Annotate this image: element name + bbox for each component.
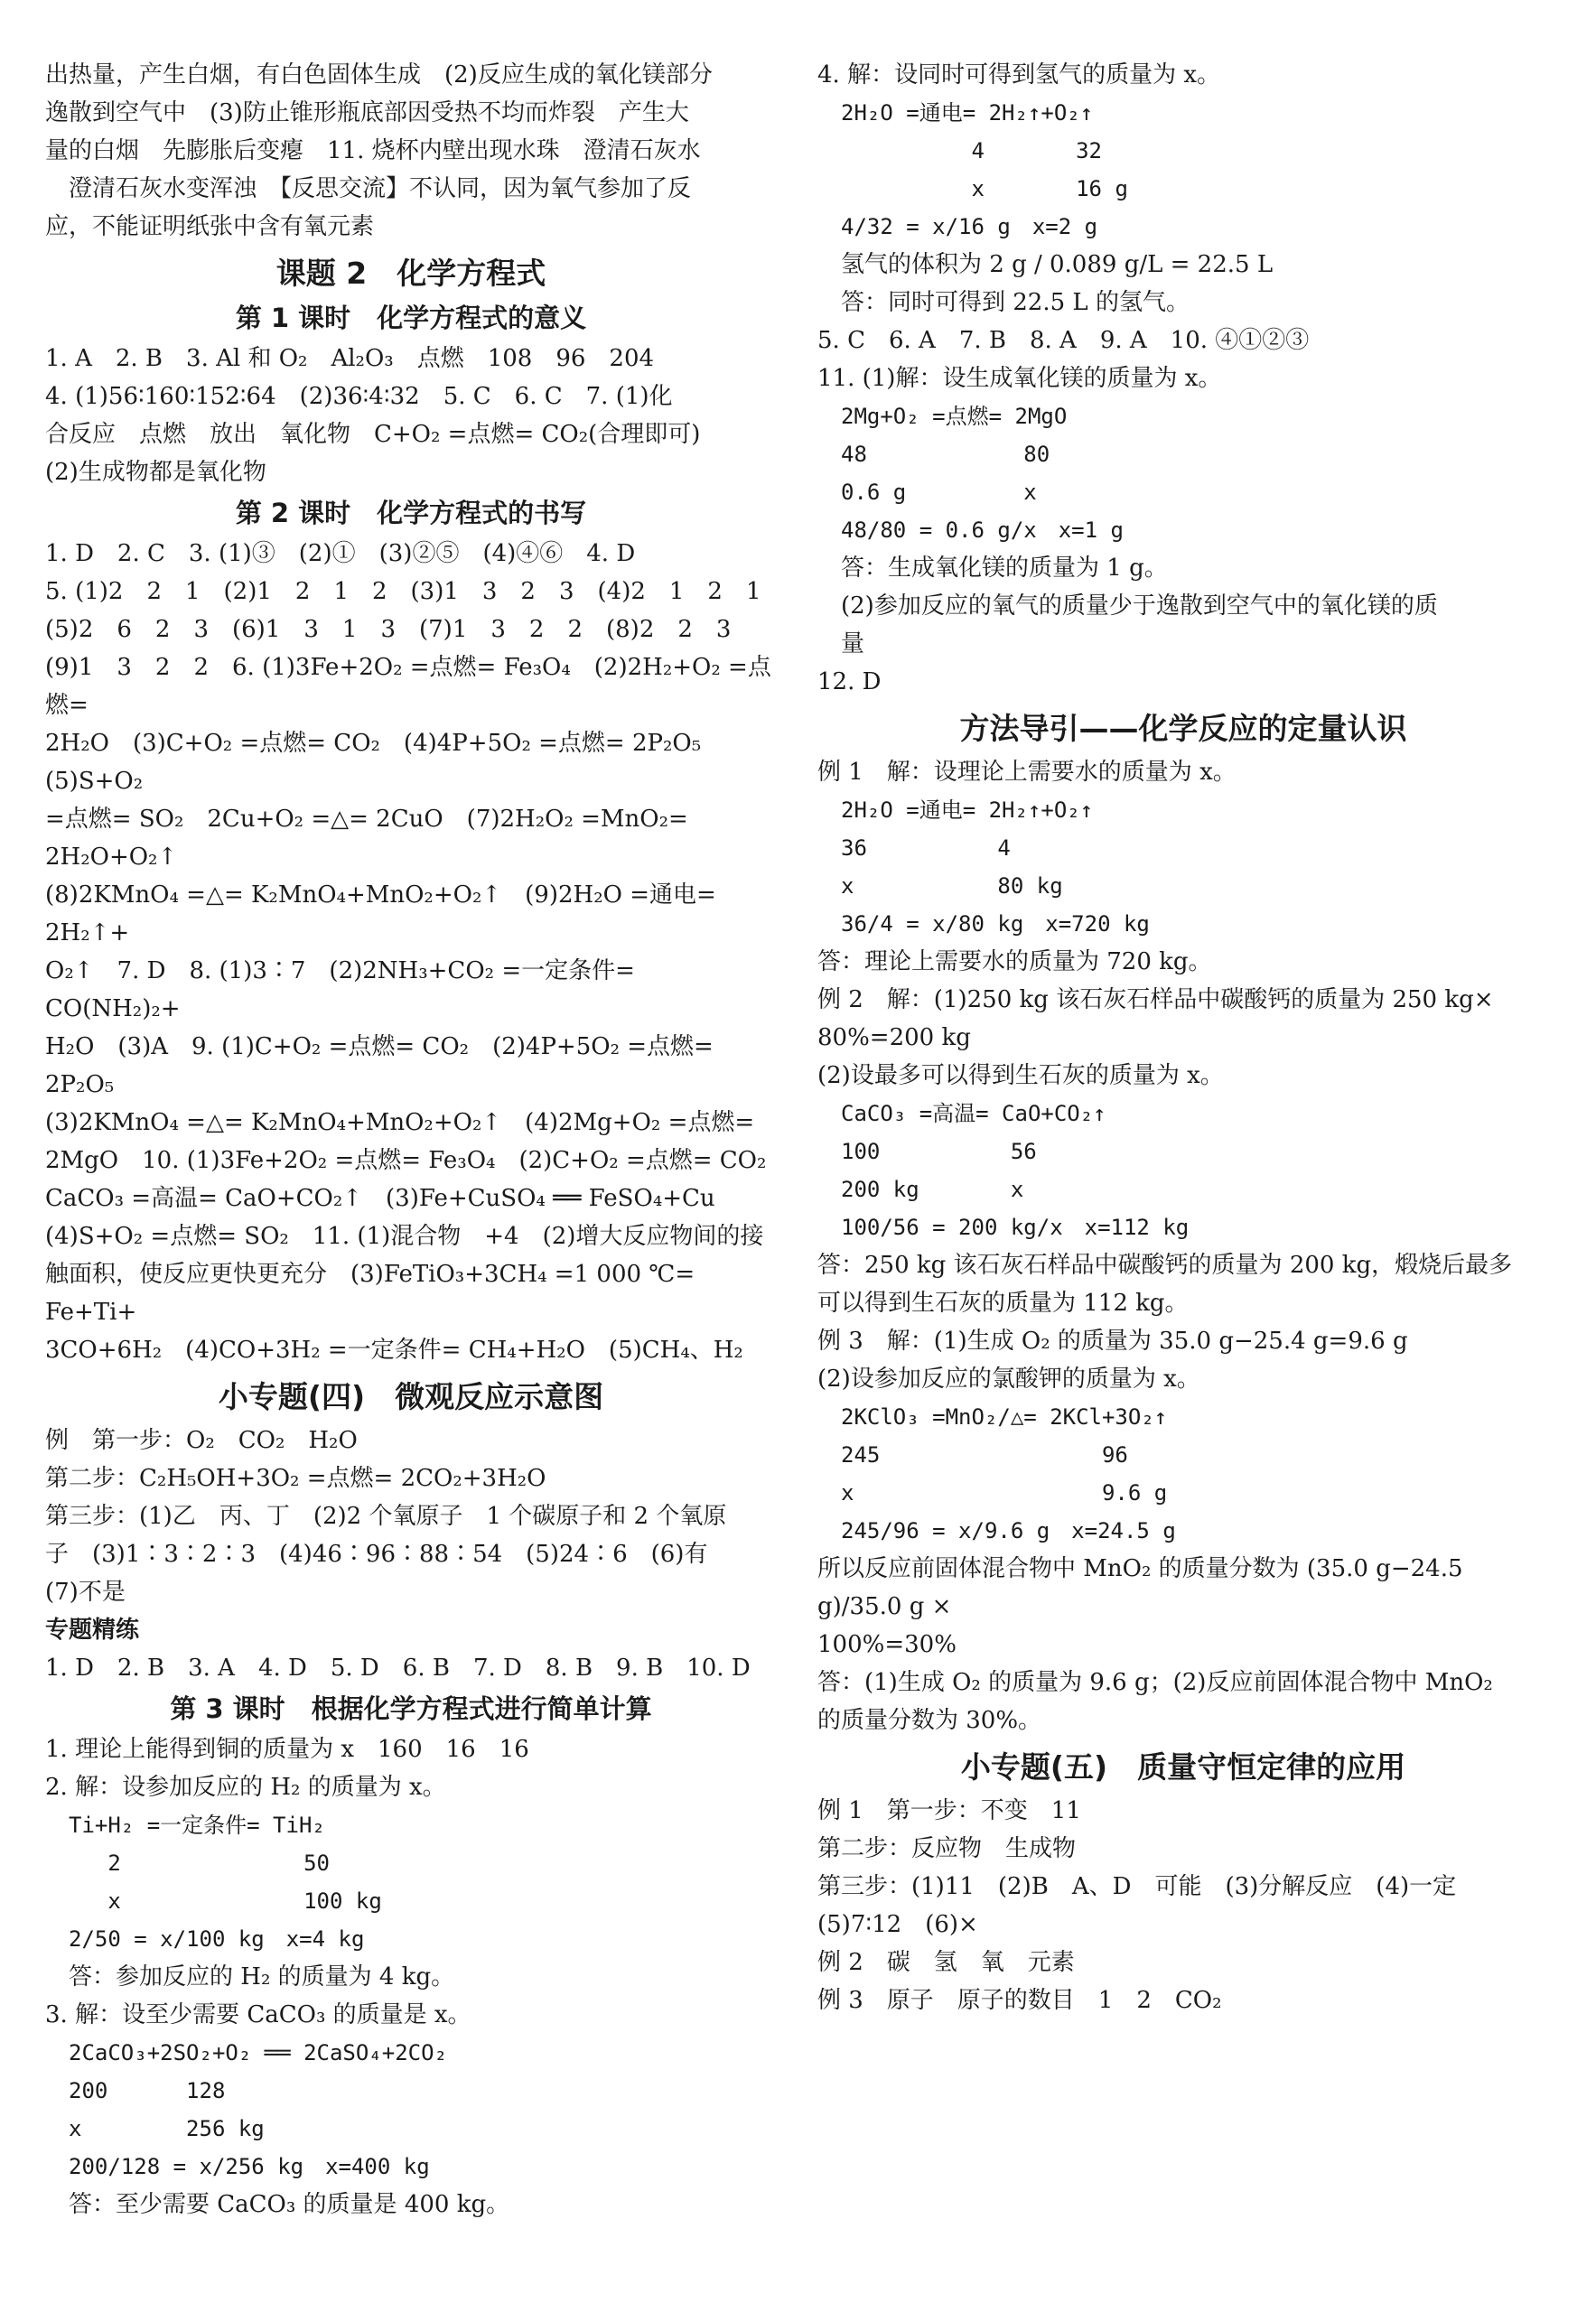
text-line: 4. (1)56∶160∶152∶64 (2)36∶4∶32 5. C 6. C 7. (1)化 [45,383,673,410]
answer-line: 答：生成氧化镁的质量为 1 g。 [841,555,1168,582]
calculation-line: 200 kg x [841,1177,1024,1202]
text-line: 触面积，使反应更快更充分 (3)FeTiO₃+3CH₄ =1 000 ℃= Fe+Ti+ [45,1261,703,1326]
answer-line: 答：参加反应的 H₂ 的质量为 4 kg。 [69,1963,455,1991]
text-line: (4)S+O₂ =点燃= SO₂ 11. (1)混合物 +4 (2)增大反应物间的接 [45,1223,764,1250]
lesson-title: 第 1 课时 化学方程式的意义 [235,303,587,333]
text-line: 答：250 kg 该石灰石样品中碳酸钙的质量为 200 kg，煅烧后最多 [817,1252,1513,1279]
calculation-line: x 9.6 g [841,1480,1168,1506]
calculation-line: 200/128 = x/256 kg x=400 kg [69,2154,430,2179]
answer-line: 答：同时可得到 22.5 L 的氢气。 [841,289,1190,316]
calculation-line: 245 96 [841,1442,1128,1468]
text-line: 100%=30% [817,1631,957,1658]
text-line: 1. 理论上能得到铜的质量为 x 160 16 16 [45,1736,529,1763]
text-line: 2. 解：设参加反应的 H₂ 的质量为 x。 [45,1774,446,1801]
text-line: (8)2KMnO₄ =△= K₂MnO₄+MnO₂+O₂↑ (9)2H₂O =通电= 2H₂↑+ [45,881,724,946]
text-line: 第三步：(1)乙 丙、丁 (2)2 个氧原子 1 个碳原子和 2 个氧原 [45,1503,727,1530]
left-column [45,56,777,2224]
text-line: 子 (3)1∶3∶2∶3 (4)46∶96∶88∶54 (5)24∶6 (6)有 [45,1541,708,1568]
calculation-line: x 256 kg [69,2116,265,2141]
text-line: (2)设参加反应的氯酸钾的质量为 x。 [817,1366,1200,1393]
text-line: 例 1 解：设理论上需要水的质量为 x。 [817,759,1237,786]
text-line: H₂O (3)A 9. (1)C+O₂ =点燃= CO₂ (2)4P+5O₂ =点燃= 2P₂O₅ [45,1033,722,1098]
text-line: 澄清石灰水变浑浊 【反思交流】不认同，因为氧气参加了反 [45,175,692,202]
answer-line: (2)参加反应的氧气的质量少于逸散到空气中的氧化镁的质 [841,592,1438,620]
text-line: 5. C 6. A 7. B 8. A 9. A 10. ④①②③ [817,327,1310,354]
calculation-line: 100 56 [841,1139,1037,1164]
calculation-line: 200 128 [69,2078,226,2103]
text-line: 第二步：C₂H₅OH+3O₂ =点燃= 2CO₂+3H₂O [45,1465,546,1492]
calculation-line: 2Mg+O₂ =点燃= 2MgO [841,404,1068,429]
text-line: CaCO₃ =高温= CaO+CO₂↑ (3)Fe+CuSO₄ ══ FeSO₄+Cu [45,1185,715,1212]
text-line: 第二步：反应物 生成物 [817,1835,1077,1862]
text-line: 例 3 原子 原子的数目 1 2 CO₂ [817,1987,1222,2014]
text-line: 例 1 第一步：不变 11 [817,1797,1081,1824]
calculation-line: x 100 kg [69,1888,382,1914]
text-line: 答：理论上需要水的质量为 720 kg。 [817,948,1212,975]
text-line: 12. D [817,668,882,695]
calculation-line: 2H₂O =通电= 2H₂↑+O₂↑ [841,100,1094,126]
text-line: 可以得到生石灰的质量为 112 kg。 [817,1290,1189,1317]
text-line: (5)7∶12 (6)× [817,1911,978,1938]
text-line: 例 第一步：O₂ CO₂ H₂O [45,1427,358,1454]
answer-line: 氢气的体积为 2 g / 0.089 g/L = 22.5 L [841,251,1274,278]
text-line: =点燃= SO₂ 2Cu+O₂ =△= 2CuO (7)2H₂O₂ =MnO₂= 2H₂O+O₂↑ [45,806,696,871]
calculation-line: 4 32 [841,138,1102,163]
text-line: 2H₂O (3)C+O₂ =点燃= CO₂ (4)4P+5O₂ =点燃= 2P₂O₅ (5)S+O₂ [45,730,725,795]
calculation-line: 2KClO₃ =MnO₂/△= 2KCl+3O₂↑ [841,1404,1168,1430]
text-line: 应，不能证明纸张中含有氧元素 [45,213,375,240]
calculation-line: 36/4 = x/80 kg x=720 kg [841,911,1150,937]
calculation-line: 2CaCO₃+2SO₂+O₂ ══ 2CaSO₄+2CO₂ [69,2040,448,2065]
text-line: 5. (1)2 2 1 (2)1 2 1 2 (3)1 3 2 3 (4)2 1 2 1 [45,578,761,605]
text-line: 出热量，产生白烟，有白色固体生成 (2)反应生成的氧化镁部分 [45,61,713,89]
calculation-line: 4/32 = x/16 g x=2 g [841,214,1098,239]
subsection-label: 专题精练 [45,1617,140,1644]
text-line: 量的白烟 先膨胀后变瘪 11. 烧杯内壁出现水珠 澄清石灰水 [45,137,701,164]
calculation-line: x 80 kg [841,873,1063,899]
text-line: (2)生成物都是氧化物 [45,459,266,486]
text-line: (7)不是 [45,1579,126,1606]
text-line: 3. 解：设至少需要 CaCO₃ 的质量是 x。 [45,2001,471,2028]
calculation-line: 36 4 [841,835,1011,861]
answer-line: 量 [841,630,865,657]
text-line: 例 2 解：(1)250 kg 该石灰石样品中碳酸钙的质量为 250 kg× [817,986,1494,1013]
text-line: 2MgO 10. (1)3Fe+2O₂ =点燃= Fe₃O₄ (2)C+O₂ =点燃= CO₂ [45,1147,767,1174]
text-line: (9)1 3 2 2 6. (1)3Fe+2O₂ =点燃= Fe₃O₄ (2)2H₂+O₂ =点燃= [45,654,771,719]
text-line: 11. (1)解：设生成氧化镁的质量为 x。 [817,365,1222,392]
lesson-title: 第 2 课时 化学方程式的书写 [235,498,587,528]
lesson-title: 第 3 课时 根据化学方程式进行简单计算 [170,1693,652,1724]
calculation-line: 2/50 = x/100 kg x=4 kg [69,1926,365,1952]
text-line: 第三步：(1)11 (2)B A、D 可能 (3)分解反应 (4)一定 [817,1873,1457,1900]
calculation-line: 2H₂O =通电= 2H₂↑+O₂↑ [841,797,1094,823]
text-line: 合反应 点燃 放出 氧化物 C+O₂ =点燃= CO₂(合理即可) [45,421,701,448]
calculation-line: 48/80 = 0.6 g/x x=1 g [841,517,1124,543]
text-line: 4. 解：设同时可得到氢气的质量为 x。 [817,61,1220,89]
text-line: 答：(1)生成 O₂ 的质量为 9.6 g；(2)反应前固体混合物中 MnO₂ [817,1669,1493,1696]
answer-line: 答：至少需要 CaCO₃ 的质量是 400 kg。 [69,2191,510,2218]
text-line: (5)2 6 2 3 (6)1 3 1 3 (7)1 3 2 2 (8)2 2 3 [45,616,732,643]
text-line: 所以反应前固体混合物中 MnO₂ 的质量分数为 (35.0 g−24.5 g)/35.0 g × [817,1555,1470,1620]
calculation-line: Ti+H₂ =一定条件= TiH₂ [69,1813,325,1838]
text-line: 80%=200 kg [817,1024,971,1051]
text-line: 1. D 2. C 3. (1)③ (2)① (3)②⑤ (4)④⑥ 4. D [45,540,636,567]
section-title: 方法导引——化学反应的定量认识 [959,711,1407,746]
calculation-line: CaCO₃ =高温= CaO+CO₂↑ [841,1101,1106,1126]
text-line: O₂↑ 7. D 8. (1)3∶7 (2)2NH₃+CO₂ =一定条件= CO(NH₂)₂+ [45,957,643,1022]
text-line: 1. D 2. B 3. A 4. D 5. D 6. B 7. D 8. B 9. B 10. D [45,1655,751,1682]
calculation-line: 245/96 = x/9.6 g x=24.5 g [841,1518,1176,1543]
calculation-line: x 16 g [841,176,1128,201]
calculation-line: 100/56 = 200 kg/x x=112 kg [841,1215,1190,1240]
calculation-line: 2 50 [69,1851,330,1876]
text-line: (3)2KMnO₄ =△= K₂MnO₄+MnO₂+O₂↑ (4)2Mg+O₂ =点燃= [45,1109,755,1136]
section-title: 课题 2 化学方程式 [275,256,546,291]
text-line: (2)设最多可以得到生石灰的质量为 x。 [817,1062,1224,1089]
section-title: 小专题(五) 质量守恒定律的应用 [960,1749,1406,1785]
calculation-line: 48 80 [841,442,1050,467]
text-line: 的质量分数为 30%。 [817,1707,1042,1734]
section-title: 小专题(四) 微观反应示意图 [218,1379,604,1414]
calculation-line: 0.6 g x [841,480,1037,505]
text-line: 例 2 碳 氢 氧 元素 [817,1949,1075,1976]
text-line: 1. A 2. B 3. Al 和 O₂ Al₂O₃ 点燃 108 96 204 [45,345,655,372]
text-line: 3CO+6H₂ (4)CO+3H₂ =一定条件= CH₄+H₂O (5)CH₄、H₂ [45,1337,743,1364]
right-column [817,56,1549,2019]
text-line: 逸散到空气中 (3)防止锥形瓶底部因受热不均而炸裂 产生大 [45,99,689,126]
text-line: 例 3 解：(1)生成 O₂ 的质量为 35.0 g−25.4 g=9.6 g [817,1328,1408,1355]
